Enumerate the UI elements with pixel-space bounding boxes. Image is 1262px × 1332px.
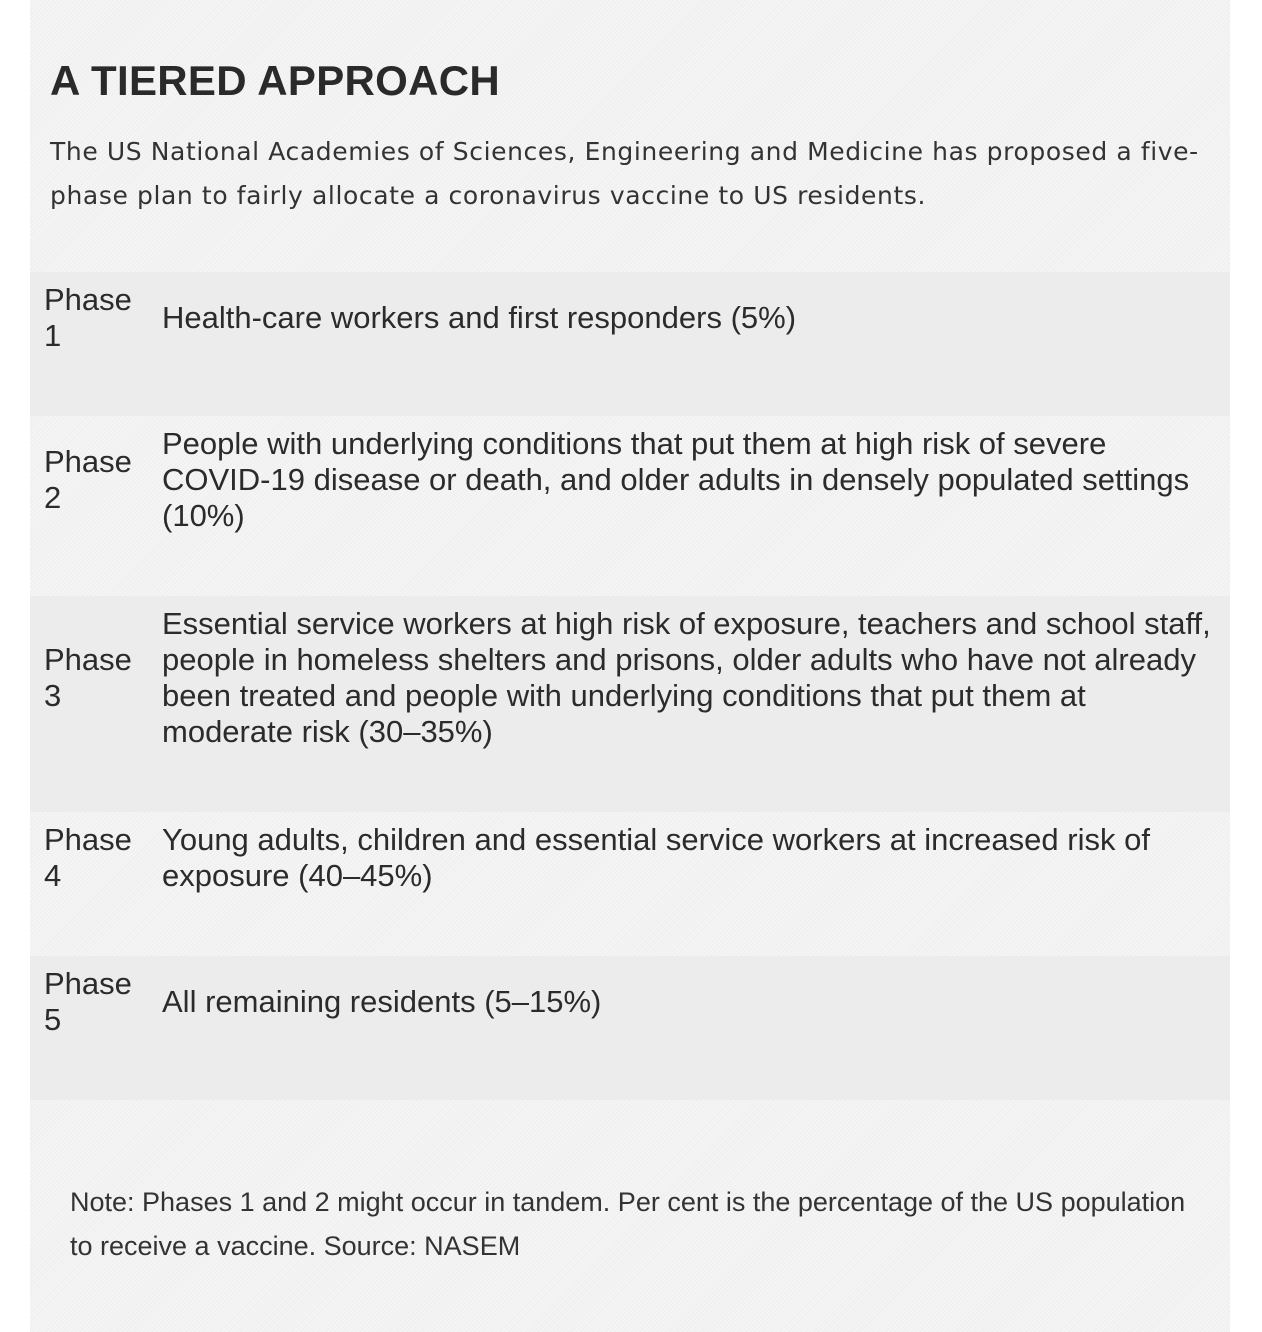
phase-row-3 [30, 596, 1230, 812]
phase-label-word: Phase [44, 642, 132, 677]
infographic-panel [30, 0, 1230, 1332]
phase-row-2 [30, 416, 1230, 596]
phase-label-number: 3 [44, 678, 62, 713]
phase-row-4 [30, 812, 1230, 956]
page-title: A TIERED APPROACH [50, 57, 501, 104]
phase-label-5 [44, 966, 154, 1038]
phase-label-3 [44, 642, 154, 714]
phase-label-number: 4 [44, 858, 62, 893]
phase-label-1 [44, 282, 154, 354]
phase-label-2 [44, 444, 154, 516]
phase-label-word: Phase [44, 822, 132, 857]
intro-text: The US National Academies of Sciences, Engineering and Medicine has proposed a five-phase plan to fairly allocate a coronavirus vaccine to US residents. [50, 137, 1199, 210]
phase-description-3: Essential service workers at high risk of exposure, teachers and school staff, people in homeless shelters and prisons, older adults who have not already been treated and people with underlying conditions that put them at moderate risk (30–35%) [162, 606, 1211, 749]
source-note: Note: Phases 1 and 2 might occur in tandem. Per cent is the percentage of the US population to receive a vaccine. Source: NASEM [70, 1187, 1186, 1261]
phase-label-number: 5 [44, 1002, 62, 1037]
phase-label-word: Phase [44, 444, 132, 479]
phase-label-number: 2 [44, 480, 62, 515]
phase-label-word: Phase [44, 282, 132, 317]
phase-description-2: People with underlying conditions that put them at high risk of severe COVID-19 disease or death, and older adults in densely populated settings (10%) [162, 426, 1190, 533]
phase-description-1: Health-care workers and first responders (5%) [162, 300, 797, 335]
phase-label-4 [44, 822, 154, 894]
phase-description-4: Young adults, children and essential service workers at increased risk of exposure (40–45%) [162, 822, 1150, 893]
phase-label-number: 1 [44, 318, 62, 353]
phase-row-5 [30, 956, 1230, 1100]
phase-label-word: Phase [44, 966, 132, 1001]
phase-description-5: All remaining residents (5–15%) [162, 984, 602, 1019]
phase-row-1 [30, 272, 1230, 416]
